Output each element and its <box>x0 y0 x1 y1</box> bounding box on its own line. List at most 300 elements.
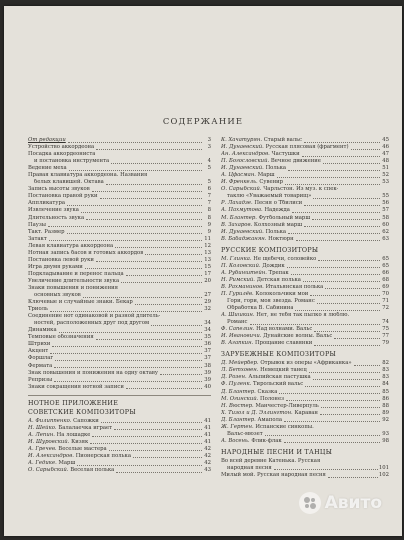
toc-entry-title <box>221 151 300 158</box>
dot-leader <box>277 177 380 178</box>
toc-entry-title <box>221 381 303 388</box>
toc-entry <box>28 363 211 370</box>
toc-entry-title <box>221 200 302 207</box>
toc-entry <box>221 200 389 207</box>
dot-leader <box>90 443 202 444</box>
theory-section-list <box>28 137 211 391</box>
dot-leader <box>295 310 380 311</box>
toc-entry-author: О. Сарыбский. <box>28 467 69 474</box>
toc-entry <box>221 424 389 431</box>
toc-entry <box>221 458 389 465</box>
toc-entry-page: 56 <box>382 200 389 207</box>
toc-entry-title <box>221 319 248 326</box>
toc-entry-author: П. Гурилёв. <box>221 290 254 297</box>
toc-entry-page: 84 <box>382 381 389 388</box>
dot-leader <box>321 407 380 408</box>
dot-leader <box>114 429 202 430</box>
toc-entry <box>28 200 211 207</box>
toc-entry-title <box>221 458 320 465</box>
toc-entry-author: А. Цфасман. <box>221 172 256 179</box>
toc-entry <box>221 389 389 396</box>
toc-entry-title <box>221 270 289 277</box>
toc-entry <box>221 410 389 417</box>
dot-leader <box>126 388 202 389</box>
contents-right-column <box>221 137 389 479</box>
toc-entry-author: А. Филиппенко. <box>28 417 72 424</box>
toc-entry-page: 69 <box>382 283 389 290</box>
toc-entry-title: Посадка аккордеониста <box>28 151 96 158</box>
toc-entry <box>221 172 389 179</box>
toc-entry <box>221 151 389 158</box>
toc-entry-author: К. Хачатурян. <box>221 137 263 143</box>
toc-entry-piece: Итальянская полька <box>265 283 324 290</box>
toc-entry-page: 7 <box>207 193 211 200</box>
toc-entry <box>221 229 389 236</box>
toc-entry <box>28 467 211 474</box>
dot-leader <box>52 346 202 347</box>
toc-entry <box>221 270 389 277</box>
toc-entry-page: 102 <box>378 471 389 478</box>
toc-entry-author: М. Блантер. <box>221 214 257 221</box>
dot-leader <box>325 288 380 289</box>
toc-entry-title: Знак повышения и понижения на одну октаву <box>28 369 158 376</box>
dot-leader <box>151 325 202 326</box>
toc-entry-title <box>221 229 286 236</box>
dot-leader <box>121 282 202 283</box>
toc-entry-page: 7 <box>207 200 211 207</box>
toc-entry <box>28 313 211 320</box>
toc-entry-piece: Дунайские волны. Вальс <box>263 333 333 340</box>
dot-leader <box>328 477 378 478</box>
toc-entry-piece: Прощание славянки <box>254 340 313 347</box>
toc-entry-title <box>221 431 263 438</box>
section-heading-russian: РУССКИЕ КОМПОЗИТОРЫ <box>221 246 319 254</box>
toc-entry-title <box>221 298 315 305</box>
toc-entry <box>221 284 389 291</box>
toc-entry <box>28 334 211 341</box>
toc-entry-page: 5 <box>207 165 211 172</box>
toc-entry <box>221 374 389 381</box>
toc-entry-author: Н. Римский. <box>221 276 255 283</box>
dot-leader <box>92 436 202 437</box>
toc-entry-title <box>221 207 290 214</box>
toc-entry-piece: Трепак <box>268 269 289 276</box>
toc-entry <box>28 179 211 186</box>
foreign-pieces-list <box>221 360 389 445</box>
dot-leader <box>83 297 202 298</box>
toc-entry-title: Репризы <box>28 376 53 383</box>
toc-entry-title: Такт. Размер <box>28 228 65 235</box>
toc-entry-page: 34 <box>204 327 211 334</box>
dot-leader <box>288 233 380 234</box>
toc-entry-author: Н. Шейко. <box>28 424 57 431</box>
toc-entry-author: Д. Блантер. <box>221 416 256 423</box>
toc-entry-piece: Не щебечи, соловейко <box>253 255 317 262</box>
toc-entry-author: И. Френкель. <box>221 179 258 186</box>
toc-entry <box>221 367 389 374</box>
toc-entry-title <box>221 396 284 403</box>
toc-entry-title <box>221 284 323 291</box>
toc-entry-author: И. Дунаевский. <box>221 165 264 172</box>
dot-leader <box>67 205 202 206</box>
toc-entry-piece: Балалаечка играет <box>58 424 113 431</box>
toc-entry-page: 63 <box>382 235 389 242</box>
toc-entry-piece: Веселые мастера <box>58 445 107 452</box>
toc-entry-page: 39 <box>204 376 211 383</box>
toc-entry-piece: Обработка В. Сабинина <box>227 305 294 312</box>
toc-entry-title: Устройство аккордеона <box>28 144 95 151</box>
toc-entry <box>221 298 389 305</box>
toc-entry-page: 6 <box>207 186 211 193</box>
toc-entry-page: 37 <box>204 348 211 355</box>
toc-entry-page: 42 <box>204 459 211 466</box>
dot-leader <box>312 219 380 220</box>
toc-entry-title <box>221 137 302 144</box>
toc-entry-title <box>221 326 312 333</box>
toc-entry-page: 88 <box>382 402 389 409</box>
toc-entry-title: Затакт <box>28 235 47 242</box>
dot-leader <box>67 233 202 234</box>
toc-entry-page: 74 <box>382 319 389 326</box>
toc-entry <box>28 186 211 193</box>
toc-entry <box>221 137 389 144</box>
toc-entry-piece: Нет, не тебя так пылко я люблю. <box>256 312 350 319</box>
dot-leader <box>116 472 202 473</box>
toc-entry-page: 66 <box>382 269 389 276</box>
dot-leader <box>320 414 380 415</box>
dot-leader <box>96 261 202 262</box>
section-heading-folk: НАРОДНЫЕ ПЕСНИ И ТАНЦЫ <box>221 448 333 456</box>
toc-entry-piece: Отрывок из оперы «Африканка» <box>260 360 352 367</box>
toc-entry <box>221 207 389 214</box>
toc-entry-page: 82 <box>382 360 389 367</box>
toc-entry-title <box>221 193 311 200</box>
dot-leader <box>126 275 202 276</box>
toc-entry-piece: Альпийская пастушка <box>248 374 311 381</box>
dot-leader <box>77 465 202 466</box>
toc-entry <box>221 312 389 319</box>
toc-entry-title: От редакции <box>28 137 66 143</box>
toc-entry <box>28 137 211 144</box>
toc-entry-page: 42 <box>204 445 211 452</box>
toc-entry <box>28 151 211 158</box>
toc-entry-page: 36 <box>204 341 211 348</box>
toc-entry-author: Л. Бетховен. <box>221 367 259 374</box>
toc-entry <box>221 256 389 263</box>
toc-entry-page: 8 <box>207 214 211 221</box>
toc-entry-page: 70 <box>382 290 389 297</box>
toc-entry-author: М. Огинский. <box>221 395 259 402</box>
toc-entry-piece: Гори, гори, моя звезда. Романс <box>227 297 315 304</box>
toc-entry-author: Ф. Пуленк. <box>221 381 252 388</box>
toc-entry-page: 62 <box>382 228 389 235</box>
dot-leader <box>250 324 380 325</box>
toc-entry-title <box>221 215 310 222</box>
dot-leader <box>354 365 380 366</box>
dot-leader <box>304 142 380 143</box>
toc-entry-author: Ж. Гертен. <box>221 423 254 430</box>
toc-entry-page: 20 <box>204 277 211 284</box>
toc-entry-piece: Марш <box>257 172 275 179</box>
toc-entry-author: А. Гречев. <box>28 445 57 452</box>
toc-entry-title <box>28 425 112 432</box>
toc-entry-piece: таклю «Уважаемый товарищ» <box>227 193 312 200</box>
toc-entry-page: 65 <box>382 262 389 269</box>
toc-entry-page: 34 <box>204 320 211 327</box>
toc-entry <box>28 193 211 200</box>
toc-entry-piece: Русская плясовая (фрагмент) <box>265 144 349 151</box>
dot-leader <box>69 170 202 171</box>
toc-entry-author: А. Восень. <box>221 437 250 444</box>
toc-entry-piece: Во всей деревне Катенька. Русская <box>221 457 321 464</box>
toc-entry-author: В. Захаров. <box>221 221 253 228</box>
toc-entry-piece: Колокольчики мои <box>255 290 309 297</box>
toc-entry <box>28 348 211 355</box>
dot-leader <box>323 163 380 164</box>
toc-entry-piece: Песня о Тбилиси <box>254 200 303 207</box>
toc-entry-title <box>221 222 302 229</box>
toc-entry-author: В. Бабаджанян. <box>221 235 267 242</box>
toc-entry-title <box>221 360 352 367</box>
toc-entry-title <box>221 158 321 165</box>
section-divider <box>28 395 211 396</box>
toc-entry-title <box>221 172 275 179</box>
toc-entry-title: Паузы <box>28 221 46 228</box>
toc-entry-title <box>221 186 338 193</box>
toc-entry <box>28 271 211 278</box>
toc-entry-page: 11 <box>204 235 211 242</box>
toc-entry-piece: Флик-флак <box>251 437 282 444</box>
soviet-pieces-list <box>28 418 211 474</box>
dot-leader <box>313 379 380 380</box>
toc-entry-page: 60 <box>382 221 389 228</box>
dot-leader <box>304 226 380 227</box>
toc-entry-page: 15 <box>204 263 211 270</box>
toc-entry-title <box>221 465 272 472</box>
toc-entry-piece: Колхозный марш <box>253 221 303 228</box>
toc-entry-page: 9 <box>207 221 211 228</box>
dot-leader <box>313 198 380 199</box>
soviet-pieces-continued-list <box>221 137 389 243</box>
book-page <box>4 6 402 536</box>
toc-entry-page: 98 <box>382 437 389 444</box>
toc-entry-page: 5 <box>207 179 211 186</box>
toc-entry-piece: Кизяк <box>71 438 89 445</box>
toc-entry-author: М. Глинка. <box>221 255 252 262</box>
toc-entry-page: 77 <box>382 333 389 340</box>
dot-leader <box>284 442 380 443</box>
toc-entry-title <box>221 333 332 340</box>
toc-entry-page: 48 <box>382 158 389 165</box>
toc-entry-title: Фермата <box>28 362 53 369</box>
toc-entry-title: Темповые обозначения <box>28 334 94 341</box>
dot-leader <box>265 435 380 436</box>
toc-entry-page: 38 <box>204 362 211 369</box>
toc-entry-piece: Вальс-мюзет <box>227 430 263 437</box>
toc-entry-author: И. Александров. <box>28 452 74 459</box>
dot-leader <box>54 367 202 368</box>
toc-entry <box>28 285 211 292</box>
toc-entry-title: Ведение меха <box>28 165 67 172</box>
toc-entry <box>221 236 389 243</box>
toc-entry <box>221 179 389 186</box>
toc-entry <box>28 236 211 243</box>
toc-entry-piece: Сапожки <box>73 417 99 424</box>
toc-entry <box>221 165 389 172</box>
dot-leader <box>49 240 202 241</box>
dot-leader <box>81 212 202 213</box>
toc-entry <box>28 264 211 271</box>
section-heading-appendix: НОТНОЕ ПРИЛОЖЕНИЕ <box>28 399 119 407</box>
toc-entry-piece: Тирольский вальс <box>253 381 304 388</box>
toc-entry-page: 46 <box>382 144 389 151</box>
contents-left-column <box>28 137 211 474</box>
dot-leader <box>101 422 202 423</box>
toc-entry-title <box>221 236 294 243</box>
toc-entry-page: 51 <box>382 165 389 172</box>
toc-entry-title: ностей, расположенных друг под другом <box>34 320 150 327</box>
folk-pieces-list <box>221 458 389 479</box>
toc-entry-title: Постановка левой руки <box>28 256 94 263</box>
toc-entry <box>221 438 389 445</box>
toc-entry-page: 89 <box>382 409 389 416</box>
toc-entry-title: Извлечение звука <box>28 207 79 214</box>
toc-entry-title <box>221 165 286 172</box>
toc-entry-title <box>221 367 307 374</box>
toc-entry-piece: Чарльстон. Из муз. к спек- <box>263 186 339 193</box>
toc-entry <box>221 144 389 151</box>
dot-leader <box>284 421 380 422</box>
toc-entry-page: 29 <box>204 299 211 306</box>
toc-entry-page: 93 <box>382 430 389 437</box>
toc-entry-page: 4 <box>207 158 211 165</box>
toc-entry-page: 85 <box>382 388 389 395</box>
toc-entry-page: 42 <box>204 452 211 459</box>
toc-entry-title: Знаки повышения и понижения <box>28 284 118 291</box>
toc-entry-page: 53 <box>382 179 389 186</box>
toc-entry-page: 79 <box>382 340 389 347</box>
avito-logo-icon <box>299 492 321 514</box>
toc-entry-title <box>28 432 90 439</box>
toc-entry-page: 57 <box>382 207 389 214</box>
toc-entry-author: И. Ивановичи. <box>221 333 262 340</box>
toc-entry-title <box>221 389 277 396</box>
toc-entry-title: Правая клавиатура аккордеона. Названия <box>28 172 148 179</box>
toc-entry-title <box>28 446 107 453</box>
toc-entry-title: Штрихи <box>28 341 51 348</box>
toc-entry-piece: Немецкий танец <box>260 367 307 374</box>
toc-entry-piece: Испанские синкопы. <box>255 423 314 430</box>
toc-entry-piece: Футбольный марш <box>258 214 311 221</box>
dot-leader <box>48 226 202 227</box>
toc-entry-title <box>221 144 349 151</box>
toc-entry-piece: Сказка <box>257 388 278 395</box>
toc-entry-piece: Ноктюрн <box>268 235 294 242</box>
toc-entry <box>221 396 389 403</box>
toc-entry <box>28 446 211 453</box>
toc-entry <box>221 186 389 193</box>
toc-entry <box>28 320 211 327</box>
toc-entry <box>28 425 211 432</box>
toc-entry <box>28 299 211 306</box>
toc-entry-page: 3 <box>207 144 211 151</box>
toc-entry <box>28 165 211 172</box>
toc-entry-title: Нотная запись басов и готовых аккордов <box>28 249 144 256</box>
toc-entry-page: 3 <box>207 137 211 143</box>
toc-entry-piece: Караван <box>294 409 318 416</box>
dot-leader <box>302 156 380 157</box>
dot-leader <box>334 338 380 339</box>
toc-entry <box>221 417 389 424</box>
toc-entry-page: 101 <box>378 464 389 471</box>
toc-entry-page: 41 <box>204 424 211 431</box>
toc-entry-title: Соединение нот одинаковой и разной длитель- <box>28 313 161 320</box>
toc-entry-piece: Марш <box>58 459 76 466</box>
dot-leader <box>96 149 202 150</box>
dot-leader <box>303 281 380 282</box>
toc-entry-page: 41 <box>204 438 211 445</box>
avito-watermark <box>299 492 382 514</box>
toc-entry <box>28 418 211 425</box>
toc-entry-title <box>221 472 326 479</box>
toc-entry-piece: Полонез <box>260 395 284 402</box>
toc-entry <box>28 460 211 467</box>
dot-leader <box>59 332 202 333</box>
dot-leader <box>133 457 202 458</box>
toc-entry-title <box>28 453 131 460</box>
toc-entry-page: 43 <box>204 467 211 474</box>
toc-entry-piece: Дождик <box>262 262 285 269</box>
toc-entry <box>221 465 389 472</box>
toc-entry <box>28 306 211 313</box>
toc-entry-title: Длительность звука <box>28 214 85 221</box>
toc-entry-piece: Старый вальс <box>263 137 303 143</box>
toc-entry <box>221 222 389 229</box>
toc-entry-author: Д. Розен. <box>221 374 247 381</box>
toc-entry <box>28 370 211 377</box>
toc-entry-author: А. Пахмутова. <box>221 207 263 214</box>
toc-entry-author: И. Дунаевский. <box>221 144 264 151</box>
dot-leader <box>287 267 380 268</box>
toc-entry <box>28 341 211 348</box>
toc-entry-title <box>221 277 301 284</box>
dot-leader <box>291 274 380 275</box>
toc-entry-page: 71 <box>382 297 389 304</box>
toc-entry-author: В. Рахманинов. <box>221 283 264 290</box>
toc-entry-title <box>221 403 319 410</box>
toc-entry-title: Запись высоты звуков <box>28 186 90 193</box>
toc-entry-piece: Вечное движение <box>270 158 321 165</box>
toc-entry-author: А. Гедике. <box>28 459 57 466</box>
dot-leader <box>314 345 380 346</box>
dot-leader <box>304 205 380 206</box>
toc-entry-title: основных звуков <box>34 292 81 299</box>
toc-entry-page: 83 <box>382 374 389 381</box>
dot-leader <box>55 360 202 361</box>
dot-leader <box>50 311 202 312</box>
toc-entry-title: Подкладывание и перенос пальца <box>28 270 124 277</box>
toc-entry <box>221 431 389 438</box>
toc-entry-piece: Амапола <box>257 416 283 423</box>
toc-entry-piece: Над волнами. Вальс <box>256 326 313 333</box>
toc-entry-piece: народная песня <box>227 464 272 471</box>
toc-entry <box>28 215 211 222</box>
toc-entry <box>28 292 211 299</box>
toc-entry-title: Постановка правой руки <box>28 193 98 200</box>
toc-entry <box>28 229 211 236</box>
toc-entry-piece: Манчестер-Ливерпуль <box>255 402 319 409</box>
dot-leader <box>305 386 380 387</box>
